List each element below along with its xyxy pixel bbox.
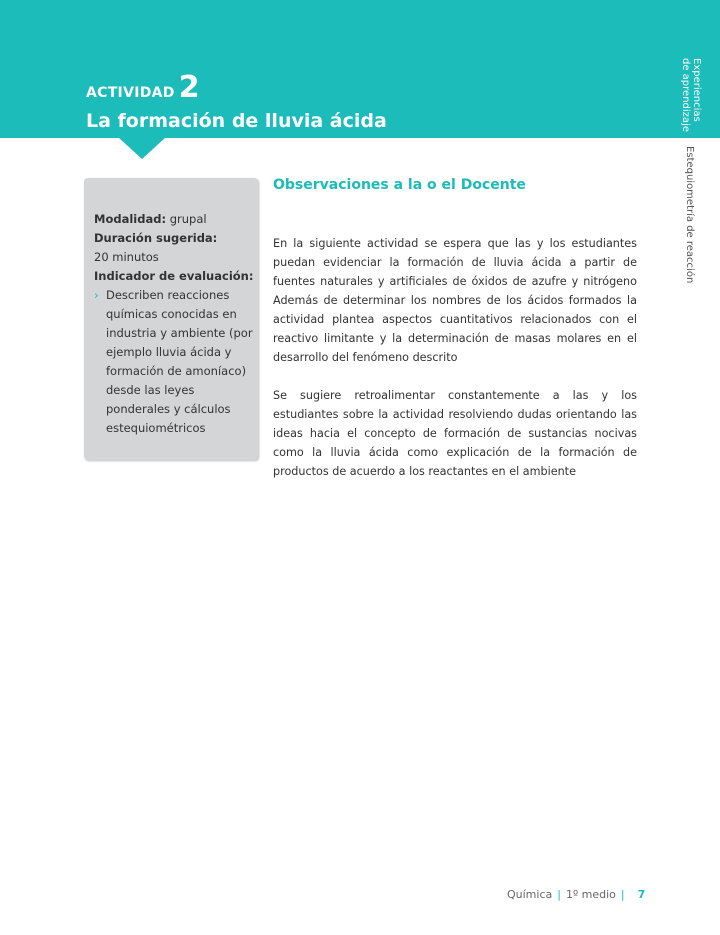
section-label xyxy=(680,58,702,132)
indicador-text: Describen reacciones químicas conocidas en industria y ambiente (por ejemplo lluvia ácida y formación de amoníaco) desde las leyes ponderales y cálculos estequiométricos xyxy=(106,288,253,435)
footer-separator: | xyxy=(557,888,561,901)
section-heading: Observaciones a la o el Docente xyxy=(273,177,526,193)
duracion-label: Duración sugerida: xyxy=(94,231,218,245)
activity-text: ACTIVIDAD xyxy=(86,85,175,101)
indicador-list xyxy=(94,286,254,438)
activity-label xyxy=(86,70,200,105)
footer-grade: 1º medio xyxy=(565,888,616,901)
indicador-item xyxy=(94,286,254,438)
activity-number: 2 xyxy=(178,70,200,105)
activity-info-box xyxy=(84,178,258,460)
bullet-icon: › xyxy=(94,288,99,302)
body-text xyxy=(273,234,637,500)
chapter-label: Estequiometría de reacción xyxy=(684,146,695,284)
modalidad-value: grupal xyxy=(169,212,207,226)
footer-subject: Química xyxy=(507,888,553,901)
footer xyxy=(507,888,645,901)
modalidad xyxy=(94,210,254,229)
header-pointer xyxy=(119,138,165,159)
duracion-value: 20 minutos xyxy=(94,250,159,264)
page-number: 7 xyxy=(637,888,646,901)
section-label-line2: de aprendizaje xyxy=(680,58,691,132)
page-title: La formación de lluvia ácida xyxy=(86,110,387,132)
modalidad-label: Modalidad: xyxy=(94,212,167,226)
section-label-line1: Experiencias xyxy=(691,58,702,122)
paragraph: Se sugiere retroalimentar constantemente a las y los estudiantes sobre la actividad resolviendo dudas orientando las ideas hacia el concepto de formación de sustancias nocivas como la lluvia ácida como explicación de la formación de productos de acuerdo a los reactantes en el ambiente xyxy=(273,389,637,478)
paragraph: En la siguiente actividad se espera que las y los estudiantes puedan evidenciar la formación de lluvia ácida a partir de fuentes naturales y artificiales de óxidos de azufre y nitrógeno Además de determinar los nombres de los ácidos formados la actividad plantea aspectos cuantitativos relacionados con el reactivo limitante y la determinación de masas molares en el desarrollo del fenómeno descrito xyxy=(273,237,637,364)
indicador-label: Indicador de evaluación: xyxy=(94,269,254,283)
footer-separator: | xyxy=(620,888,625,901)
